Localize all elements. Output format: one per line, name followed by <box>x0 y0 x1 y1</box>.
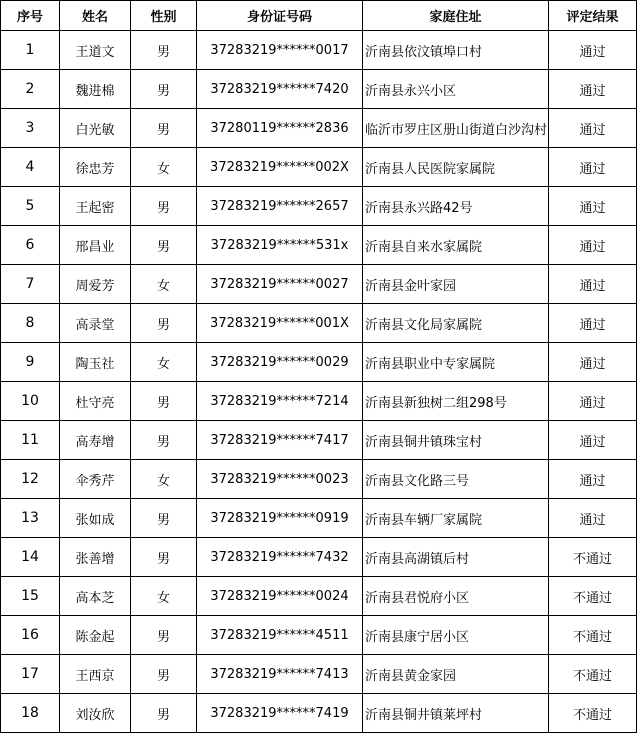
cell-no: 10 <box>1 382 60 421</box>
cell-name: 高寿增 <box>60 421 131 460</box>
cell-name: 王道文 <box>60 31 131 70</box>
cell-name: 陶玉社 <box>60 343 131 382</box>
cell-name: 白光敏 <box>60 109 131 148</box>
header-result: 评定结果 <box>549 1 637 31</box>
cell-address: 沂南县永兴小区 <box>363 70 549 109</box>
cell-address: 沂南县黄金家园 <box>363 655 549 694</box>
table-row <box>1 109 637 148</box>
cell-name: 张善增 <box>60 538 131 577</box>
cell-id-number: 37283219******531x <box>197 226 363 265</box>
header-gender: 性别 <box>131 1 197 31</box>
cell-gender: 男 <box>131 655 197 694</box>
cell-result: 通过 <box>549 382 637 421</box>
cell-id-number: 37283219******7214 <box>197 382 363 421</box>
cell-id-number: 37283219******0027 <box>197 265 363 304</box>
cell-name: 张如成 <box>60 499 131 538</box>
table-row <box>1 616 637 655</box>
cell-name: 杜守亮 <box>60 382 131 421</box>
table-row <box>1 382 637 421</box>
cell-id-number: 37283219******7413 <box>197 655 363 694</box>
cell-id-number: 37280119******2836 <box>197 109 363 148</box>
cell-id-number: 37283219******0919 <box>197 499 363 538</box>
cell-no: 12 <box>1 460 60 499</box>
cell-id-number: 37283219******7420 <box>197 70 363 109</box>
cell-name: 周爱芳 <box>60 265 131 304</box>
cell-result: 通过 <box>549 31 637 70</box>
header-name: 姓名 <box>60 1 131 31</box>
table-row <box>1 538 637 577</box>
cell-gender: 男 <box>131 304 197 343</box>
cell-gender: 男 <box>131 187 197 226</box>
cell-result: 通过 <box>549 187 637 226</box>
cell-no: 6 <box>1 226 60 265</box>
cell-address: 沂南县金叶家园 <box>363 265 549 304</box>
cell-result: 通过 <box>549 70 637 109</box>
cell-gender: 男 <box>131 499 197 538</box>
header-no: 序号 <box>1 1 60 31</box>
cell-gender: 男 <box>131 616 197 655</box>
cell-result: 通过 <box>549 343 637 382</box>
table-row <box>1 148 637 187</box>
cell-result: 通过 <box>549 421 637 460</box>
cell-address: 沂南县铜井镇莱坪村 <box>363 694 549 733</box>
cell-name: 陈金起 <box>60 616 131 655</box>
cell-result: 不通过 <box>549 538 637 577</box>
header-address: 家庭住址 <box>363 1 549 31</box>
cell-address: 沂南县文化局家属院 <box>363 304 549 343</box>
cell-gender: 男 <box>131 109 197 148</box>
cell-gender: 男 <box>131 421 197 460</box>
cell-result: 不通过 <box>549 694 637 733</box>
cell-result: 通过 <box>549 109 637 148</box>
cell-id-number: 37283219******7419 <box>197 694 363 733</box>
cell-gender: 女 <box>131 343 197 382</box>
cell-result: 通过 <box>549 265 637 304</box>
cell-gender: 男 <box>131 382 197 421</box>
cell-result: 通过 <box>549 499 637 538</box>
cell-address: 沂南县人民医院家属院 <box>363 148 549 187</box>
cell-no: 1 <box>1 31 60 70</box>
table-row <box>1 226 637 265</box>
header-row <box>1 1 637 31</box>
cell-id-number: 37283219******001X <box>197 304 363 343</box>
cell-name: 魏进棉 <box>60 70 131 109</box>
cell-gender: 男 <box>131 694 197 733</box>
cell-result: 通过 <box>549 304 637 343</box>
cell-name: 邢昌业 <box>60 226 131 265</box>
table-row <box>1 265 637 304</box>
table-row <box>1 577 637 616</box>
cell-address: 沂南县车辆厂家属院 <box>363 499 549 538</box>
cell-no: 7 <box>1 265 60 304</box>
cell-address: 沂南县君悦府小区 <box>363 577 549 616</box>
cell-gender: 男 <box>131 226 197 265</box>
cell-no: 16 <box>1 616 60 655</box>
cell-address: 沂南县文化路三号 <box>363 460 549 499</box>
cell-address: 沂南县高湖镇后村 <box>363 538 549 577</box>
cell-result: 不通过 <box>549 577 637 616</box>
table-row <box>1 460 637 499</box>
cell-id-number: 37283219******0024 <box>197 577 363 616</box>
table-row <box>1 304 637 343</box>
cell-address: 沂南县自来水家属院 <box>363 226 549 265</box>
cell-address: 沂南县职业中专家属院 <box>363 343 549 382</box>
cell-result: 不通过 <box>549 616 637 655</box>
cell-no: 3 <box>1 109 60 148</box>
table-row <box>1 343 637 382</box>
cell-gender: 女 <box>131 577 197 616</box>
cell-gender: 女 <box>131 265 197 304</box>
cell-id-number: 37283219******7432 <box>197 538 363 577</box>
cell-no: 14 <box>1 538 60 577</box>
cell-no: 17 <box>1 655 60 694</box>
cell-no: 4 <box>1 148 60 187</box>
cell-address: 沂南县永兴路42号 <box>363 187 549 226</box>
cell-name: 徐忠芳 <box>60 148 131 187</box>
cell-gender: 女 <box>131 148 197 187</box>
cell-id-number: 37283219******7417 <box>197 421 363 460</box>
cell-id-number: 37283219******4511 <box>197 616 363 655</box>
cell-id-number: 37283219******002X <box>197 148 363 187</box>
cell-no: 18 <box>1 694 60 733</box>
cell-id-number: 37283219******0017 <box>197 31 363 70</box>
cell-id-number: 37283219******2657 <box>197 187 363 226</box>
table-row <box>1 421 637 460</box>
cell-no: 8 <box>1 304 60 343</box>
cell-address: 沂南县铜井镇珠宝村 <box>363 421 549 460</box>
cell-name: 王西京 <box>60 655 131 694</box>
cell-gender: 男 <box>131 70 197 109</box>
cell-address: 沂南县新独树二组298号 <box>363 382 549 421</box>
table-row <box>1 499 637 538</box>
table-body <box>1 31 637 733</box>
cell-address: 沂南县康宁居小区 <box>363 616 549 655</box>
cell-address: 沂南县依汶镇埠口村 <box>363 31 549 70</box>
cell-name: 高录堂 <box>60 304 131 343</box>
cell-address: 临沂市罗庄区册山街道白沙沟村 <box>363 109 549 148</box>
cell-gender: 女 <box>131 460 197 499</box>
cell-result: 通过 <box>549 148 637 187</box>
cell-result: 不通过 <box>549 655 637 694</box>
table-row <box>1 187 637 226</box>
cell-no: 11 <box>1 421 60 460</box>
cell-id-number: 37283219******0029 <box>197 343 363 382</box>
cell-id-number: 37283219******0023 <box>197 460 363 499</box>
cell-no: 13 <box>1 499 60 538</box>
cell-name: 高本芝 <box>60 577 131 616</box>
cell-no: 2 <box>1 70 60 109</box>
table-row <box>1 70 637 109</box>
header-id-number: 身份证号码 <box>197 1 363 31</box>
cell-no: 15 <box>1 577 60 616</box>
cell-name: 王起密 <box>60 187 131 226</box>
cell-no: 5 <box>1 187 60 226</box>
cell-name: 刘汝欣 <box>60 694 131 733</box>
cell-name: 伞秀芹 <box>60 460 131 499</box>
table-row <box>1 655 637 694</box>
table-row <box>1 694 637 733</box>
cell-gender: 男 <box>131 31 197 70</box>
cell-gender: 男 <box>131 538 197 577</box>
cell-no: 9 <box>1 343 60 382</box>
table-header <box>1 1 637 31</box>
cell-result: 通过 <box>549 226 637 265</box>
table-row <box>1 31 637 70</box>
cell-result: 通过 <box>549 460 637 499</box>
